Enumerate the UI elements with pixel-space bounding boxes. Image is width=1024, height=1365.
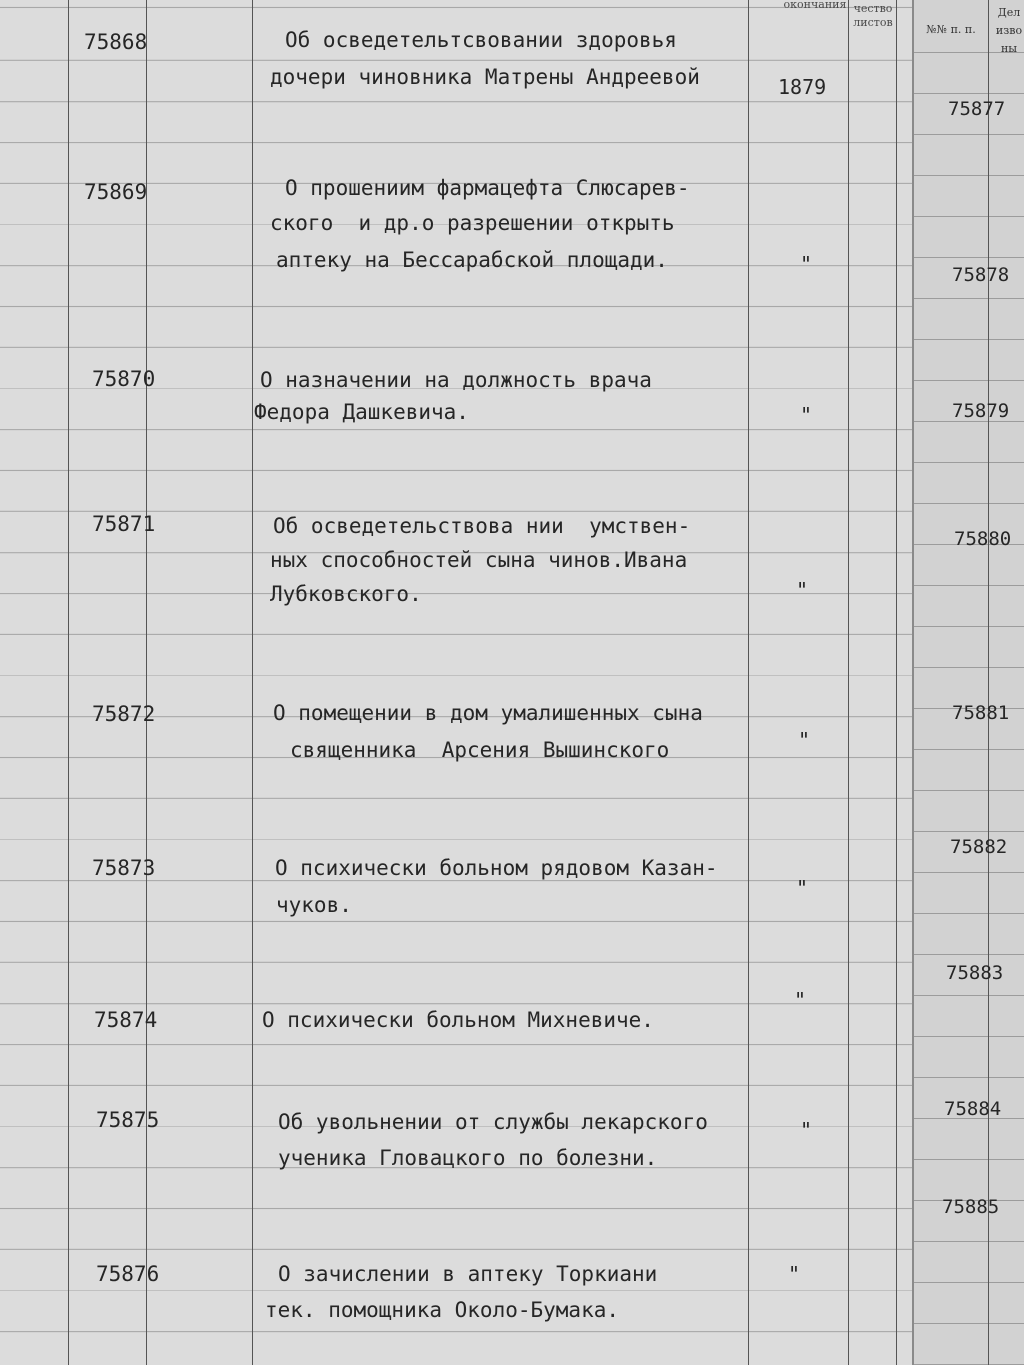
entry-title-line: священника Арсения Вышинского: [290, 738, 670, 762]
facing-entry-number: 75884: [944, 1098, 1002, 1120]
facing-entry-number: 75879: [952, 400, 1010, 422]
header-col-ending: окончания: [783, 0, 847, 11]
entry-end-ditto: ": [800, 403, 813, 427]
facing-entry-number: 75881: [952, 702, 1010, 724]
facing-header-cases: Дел изво ны: [995, 6, 1023, 55]
column-rule-date: [748, 0, 749, 1365]
entry-title-line: аптеку на Бессарабской площади.: [276, 248, 668, 272]
facing-entry-number: 75877: [948, 98, 1006, 120]
facing-page: [914, 0, 1024, 1365]
entry-end-ditto: ": [796, 876, 809, 900]
entry-title-line: О зачислении в аптеку Торкиани: [278, 1262, 658, 1286]
entry-number: 75876: [96, 1262, 160, 1286]
entry-title-line: Федора Дашкевича.: [254, 400, 469, 424]
entry-title-line: О психически больном Михневиче.: [262, 1008, 654, 1032]
entry-title-line: О назначении на должность врача: [260, 368, 652, 392]
entry-title-line: ных способностей сына чинов.Ивана: [270, 548, 688, 572]
column-rule-sheets: [896, 0, 897, 1365]
entry-number: 75871: [92, 512, 156, 536]
entry-number: 75870: [92, 367, 156, 391]
facing-entry-number: 75878: [952, 264, 1010, 286]
entry-end-ditto: ": [788, 1262, 801, 1286]
header-col-sheets: чество листов: [853, 2, 893, 29]
entry-title-line: Лубковского.: [270, 582, 422, 606]
entry-title-line: чуков.: [276, 893, 352, 917]
column-rule-title: [252, 0, 253, 1365]
entry-number: 75875: [96, 1108, 160, 1132]
entry-end-ditto: ": [794, 988, 807, 1012]
entry-number: 75868: [84, 30, 148, 54]
column-rule-end: [848, 0, 849, 1365]
entry-number: 75874: [94, 1008, 158, 1032]
entry-title-line: ского и др.о разрешении открыть: [270, 211, 675, 235]
entry-number: 75869: [84, 180, 148, 204]
entry-number: 75873: [92, 856, 156, 880]
entry-number: 75872: [92, 702, 156, 726]
entry-title-line: О психически больном рядовом Казан-: [275, 856, 718, 880]
entry-end-ditto: ": [800, 252, 813, 276]
facing-entry-number: 75883: [946, 962, 1004, 984]
entry-end-year: 1879: [778, 75, 827, 99]
entry-title-line: Об осведетельтсвовании здоровья: [285, 28, 677, 52]
facing-entry-number: 75885: [942, 1196, 1000, 1218]
entry-end-ditto: ": [796, 578, 809, 602]
facing-column-rule: [988, 0, 989, 1365]
entry-title-line: Об осведетельствова нии умствен-: [273, 514, 691, 538]
entry-title-line: дочери чиновника Матрены Андреевой: [270, 65, 700, 89]
column-rule-number: [146, 0, 147, 1365]
facing-entry-number: 75882: [950, 836, 1008, 858]
entry-end-ditto: ": [798, 728, 811, 752]
entry-title-line: О помещении в дом умалишенных сына: [273, 701, 703, 725]
column-rule-left: [68, 0, 69, 1365]
entry-title-line: ученика Гловацкого по болезни.: [278, 1146, 658, 1170]
entry-title-line: Об увольнении от службы лекарского: [278, 1110, 708, 1134]
facing-header-number: №№ п. п.: [926, 23, 976, 36]
entry-title-line: О прошениим фармацефта Слюсарев-: [285, 176, 690, 200]
entry-end-ditto: ": [800, 1118, 813, 1142]
entry-title-line: тек. помощника Около-Бумака.: [265, 1298, 620, 1322]
facing-entry-number: 75880: [954, 528, 1012, 550]
